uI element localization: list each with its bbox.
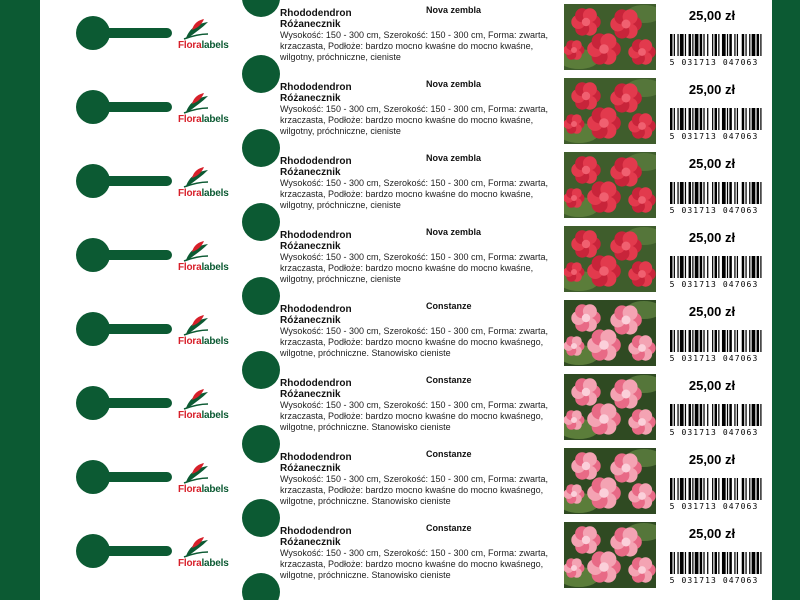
plant-description: Wysokość: 150 - 300 cm, Szerokość: 150 - 300 cm, Forma: zwarta, krzaczasta, Podłoże: bardzo mocno kwaśne do mocno kwaśnego, wilgotne, próchniczne. Stanowisko cieniste: [280, 474, 549, 506]
floralabels-logo: [178, 92, 248, 132]
pink-rhododendron-photo: [564, 448, 656, 514]
plant-name-polish: Różanecznik: [280, 241, 341, 252]
logo-text: [178, 410, 229, 421]
floralabels-logo: [178, 536, 248, 576]
perforation-notch: [242, 351, 280, 389]
plant-name-polish: Różanecznik: [280, 537, 341, 548]
red-rhododendron-photo: [564, 4, 656, 70]
plant-name: [280, 304, 352, 326]
tag-slot: [100, 28, 172, 38]
logo-text: [178, 188, 229, 199]
plant-name-latin: Rhododendron: [280, 156, 352, 167]
logo-text-flora: Flora: [178, 410, 202, 421]
logo-text-flora: Flora: [178, 484, 202, 495]
logo-text-labels: labels: [201, 336, 229, 347]
plant-name-latin: Rhododendron: [280, 230, 352, 241]
ean-number: 5 031713 047063: [669, 132, 759, 141]
plant-description: Wysokość: 150 - 300 cm, Szerokość: 150 - 300 cm, Forma: zwarta, krzaczasta, Podłoże: bardzo mocno kwaśne do mocno kwaśne, wilgotny, próchniczne, cieniste: [280, 252, 549, 284]
ean-number: 5 031713 047063: [669, 280, 759, 289]
ean-number: 5 031713 047063: [669, 502, 759, 511]
ean-number: 5 031713 047063: [669, 428, 759, 437]
plant-name-latin: Rhododendron: [280, 82, 352, 93]
plant-name-latin: Rhododendron: [280, 304, 352, 315]
price: 25,00 zł: [688, 8, 736, 23]
plant-name-latin: Rhododendron: [280, 452, 352, 463]
plant-description: Wysokość: 150 - 300 cm, Szerokość: 150 - 300 cm, Forma: zwarta, krzaczasta, Podłoże: bardzo mocno kwaśne do mocno kwaśne, wilgotny, próchniczne, cieniste: [280, 104, 549, 136]
plant-description: Wysokość: 150 - 300 cm, Szerokość: 150 - 300 cm, Forma: zwarta, krzaczasta, Podłoże: bardzo mocno kwaśne do mocno kwaśnego, wilgotne, próchniczne. Stanowisko cieniste: [280, 400, 549, 432]
perforation-notch: [242, 277, 280, 315]
logo-text-labels: labels: [201, 484, 229, 495]
plant-name-polish: Różanecznik: [280, 389, 341, 400]
logo-text-flora: Flora: [178, 188, 202, 199]
plant-variety: Nova zembla: [426, 227, 482, 237]
pink-rhododendron-photo: [564, 300, 656, 366]
tag-slot: [100, 176, 172, 186]
plant-name: [280, 526, 352, 548]
tag-slot: [100, 324, 172, 334]
floralabels-logo: [178, 240, 248, 280]
plant-name: [280, 8, 352, 30]
tag-slot: [100, 398, 172, 408]
logo-text: [178, 114, 229, 125]
label-content: [280, 222, 560, 296]
plant-variety: Constanze: [426, 449, 472, 459]
plant-label: [40, 370, 772, 444]
plant-label: [40, 518, 772, 592]
label-content: [280, 148, 560, 222]
logo-text: [178, 336, 229, 347]
plant-description: Wysokość: 150 - 300 cm, Szerokość: 150 - 300 cm, Forma: zwarta, krzaczasta, Podłoże: bardzo mocno kwaśne do mocno kwaśnego, wilgotne, próchniczne. Stanowisko cieniste: [280, 548, 549, 580]
ean-number: 5 031713 047063: [669, 58, 759, 67]
plant-label: [40, 0, 772, 74]
logo-text-labels: labels: [201, 410, 229, 421]
label-content: [280, 444, 560, 518]
label-content: [280, 74, 560, 148]
logo-text: [178, 484, 229, 495]
plant-name-latin: Rhododendron: [280, 378, 352, 389]
floralabels-logo: [178, 166, 248, 206]
logo-text: [178, 40, 229, 51]
plant-name: [280, 82, 352, 104]
plant-name-polish: Różanecznik: [280, 315, 341, 326]
perforation-notch: [242, 55, 280, 93]
plant-name: [280, 452, 352, 474]
barcode-icon: [670, 404, 764, 426]
plant-label: [40, 444, 772, 518]
logo-text-flora: Flora: [178, 336, 202, 347]
logo-text-flora: Flora: [178, 40, 202, 51]
label-content: [280, 296, 560, 370]
ean-number: 5 031713 047063: [669, 206, 759, 215]
plant-name: [280, 156, 352, 178]
logo-text-labels: labels: [201, 114, 229, 125]
price: 25,00 zł: [688, 82, 736, 97]
price: 25,00 zł: [688, 304, 736, 319]
floralabels-logo: [178, 388, 248, 428]
logo-text: [178, 558, 229, 569]
plant-label: [40, 222, 772, 296]
plant-description: Wysokość: 150 - 300 cm, Szerokość: 150 - 300 cm, Forma: zwarta, krzaczasta, Podłoże: bardzo mocno kwaśne do mocno kwaśnego, wilgotne, próchniczne. Stanowisko cieniste: [280, 326, 549, 358]
perforation-notch: [242, 499, 280, 537]
barcode-icon: [670, 34, 764, 56]
barcode-icon: [670, 108, 764, 130]
red-rhododendron-photo: [564, 78, 656, 144]
barcode-icon: [670, 552, 764, 574]
logo-text-labels: labels: [201, 558, 229, 569]
plant-name-latin: Rhododendron: [280, 526, 352, 537]
price: 25,00 zł: [688, 452, 736, 467]
plant-variety: Constanze: [426, 375, 472, 385]
plant-label: [40, 296, 772, 370]
label-content: [280, 370, 560, 444]
perforation-notch: [242, 203, 280, 241]
logo-text-labels: labels: [201, 188, 229, 199]
logo-text-flora: Flora: [178, 114, 202, 125]
price: 25,00 zł: [688, 526, 736, 541]
plant-name-polish: Różanecznik: [280, 167, 341, 178]
barcode-icon: [670, 478, 764, 500]
price: 25,00 zł: [688, 230, 736, 245]
floralabels-logo: [178, 314, 248, 354]
floralabels-logo: [178, 462, 248, 502]
price: 25,00 zł: [688, 378, 736, 393]
pink-rhododendron-photo: [564, 522, 656, 588]
plant-label: [40, 148, 772, 222]
plant-variety: Nova zembla: [426, 153, 482, 163]
red-rhododendron-photo: [564, 152, 656, 218]
perforation-notch: [242, 425, 280, 463]
logo-text-flora: Flora: [178, 558, 202, 569]
ean-number: 5 031713 047063: [669, 354, 759, 363]
tag-slot: [100, 250, 172, 260]
plant-name: [280, 230, 352, 252]
red-rhododendron-photo: [564, 226, 656, 292]
tag-slot: [100, 472, 172, 482]
tag-slot: [100, 546, 172, 556]
tag-slot: [100, 102, 172, 112]
plant-name: [280, 378, 352, 400]
plant-description: Wysokość: 150 - 300 cm, Szerokość: 150 - 300 cm, Forma: zwarta, krzaczasta, Podłoże: bardzo mocno kwaśne do mocno kwaśne, wilgotny, próchniczne, cieniste: [280, 178, 549, 210]
plant-label: [40, 74, 772, 148]
perforation-notch: [242, 129, 280, 167]
plant-description: Wysokość: 150 - 300 cm, Szerokość: 150 - 300 cm, Forma: zwarta, krzaczasta, Podłoże: bardzo mocno kwaśne do mocno kwaśne, wilgotny, próchniczne, cieniste: [280, 30, 549, 62]
label-sheet: [40, 0, 772, 600]
plant-variety: Nova zembla: [426, 79, 482, 89]
plant-name-polish: Różanecznik: [280, 93, 341, 104]
plant-variety: Constanze: [426, 301, 472, 311]
plant-variety: Constanze: [426, 523, 472, 533]
logo-text-flora: Flora: [178, 262, 202, 273]
logo-text: [178, 262, 229, 273]
logo-text-labels: labels: [201, 40, 229, 51]
pink-rhododendron-photo: [564, 374, 656, 440]
label-content: [280, 0, 560, 74]
barcode-icon: [670, 330, 764, 352]
ean-number: 5 031713 047063: [669, 576, 759, 585]
price: 25,00 zł: [688, 156, 736, 171]
plant-variety: Nova zembla: [426, 5, 482, 15]
barcode-icon: [670, 256, 764, 278]
plant-name-latin: Rhododendron: [280, 8, 352, 19]
floralabels-logo: [178, 18, 248, 58]
label-content: [280, 518, 560, 592]
plant-name-polish: Różanecznik: [280, 19, 341, 30]
logo-text-labels: labels: [201, 262, 229, 273]
barcode-icon: [670, 182, 764, 204]
plant-name-polish: Różanecznik: [280, 463, 341, 474]
